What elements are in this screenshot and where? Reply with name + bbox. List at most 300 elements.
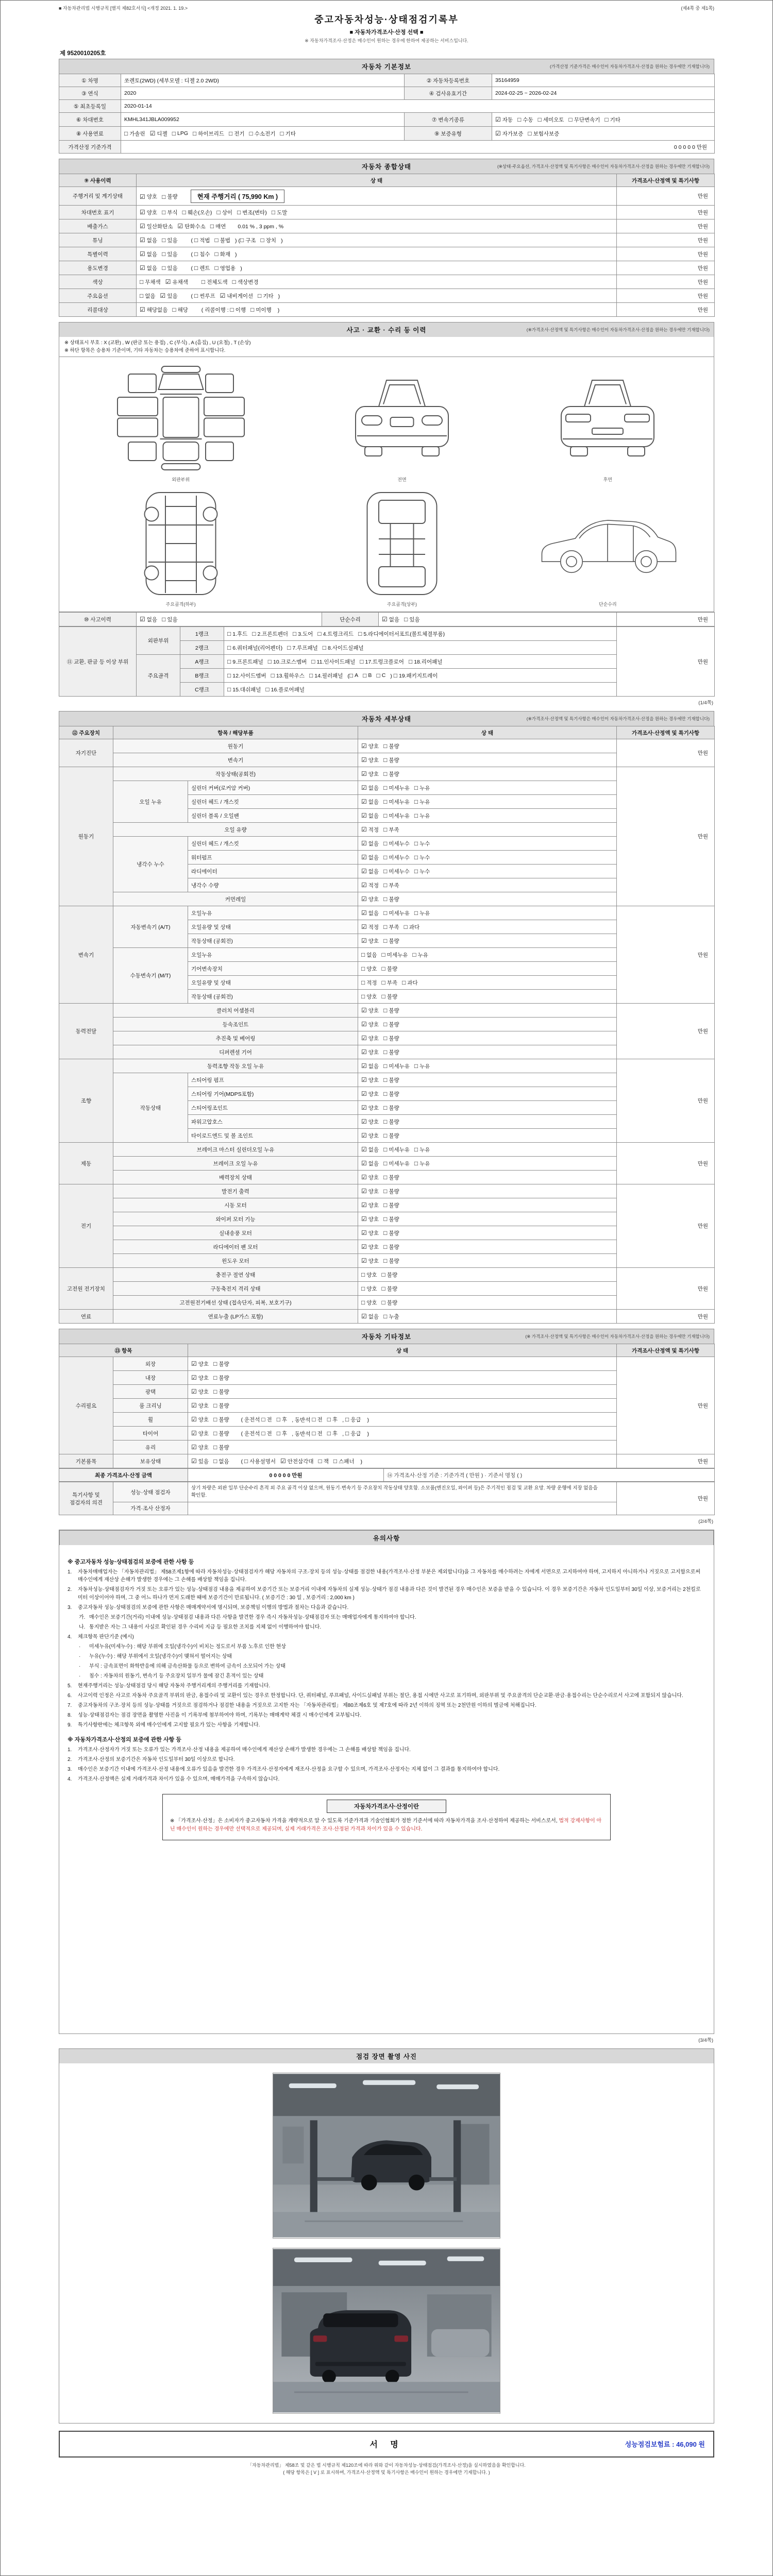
checkbox-양호[interactable] [361,756,379,764]
checkbox-불량[interactable] [382,965,398,973]
price-cell [617,219,715,233]
checkbox-양호[interactable] [361,1118,379,1126]
checkbox-불량[interactable] [213,1430,229,1437]
unchecked-box-icon: □ [276,1416,281,1423]
checkbox-도말[interactable] [272,209,288,216]
checked-box-icon: ☑ [177,223,183,230]
unchecked-box-icon: □ [311,658,315,666]
checkbox-양호[interactable] [191,1444,209,1451]
unchecked-box-icon: □ [383,1118,388,1126]
checkbox-불량[interactable] [162,193,178,200]
checkbox-부족[interactable] [383,923,399,931]
checkbox-8.사이드실패널[interactable] [323,644,364,652]
checkbox-수동[interactable] [517,116,533,124]
table-row [59,1427,715,1440]
checkbox-자가보증[interactable] [495,130,523,138]
checkbox-불량[interactable] [383,770,399,778]
checkbox-불량[interactable] [383,1188,399,1195]
checkbox-12.사이드멤버[interactable] [227,672,266,680]
checkbox-적정[interactable] [361,826,379,834]
checkbox-매연[interactable] [210,223,226,230]
checkbox-부식[interactable] [162,209,178,216]
checkbox-없음[interactable] [140,250,157,258]
checkbox-없음[interactable] [140,236,157,244]
checkbox-불량[interactable] [383,1021,399,1028]
item-label [188,865,358,878]
text: 작동상태 (공회전) [191,938,233,944]
checkbox-누수[interactable] [414,840,430,848]
column-header [59,1344,188,1357]
price-cell [617,613,715,626]
checkbox-11.인사이드패널[interactable] [311,658,355,666]
checkbox-미이행[interactable] [250,306,272,314]
checked-box-icon: ☑ [495,130,501,137]
page-note: (제4쪽 중 제1쪽) [681,6,714,11]
checkbox-3.도어[interactable] [293,630,313,638]
checkbox-양호[interactable] [361,1215,379,1223]
checkbox-적정[interactable] [361,923,379,931]
checkbox-누유[interactable] [414,909,430,917]
text: 원동기 [227,743,244,750]
checkbox-없음[interactable] [361,868,379,875]
fee-label: 성능점검보험료 : [625,2441,675,2449]
checkbox-안전삼각대[interactable] [280,1458,313,1465]
unchecked-box-icon: □ [194,250,198,258]
checked-box-icon: ☑ [361,1076,367,1084]
checkbox-무채색[interactable] [140,278,161,286]
checkbox-양호[interactable] [361,1090,379,1098]
checkbox-label: 전 [266,1416,272,1423]
checkbox-불량[interactable] [382,1285,398,1293]
checkbox-있음[interactable] [162,616,178,623]
checkbox-양호[interactable] [361,965,377,973]
checkbox-전[interactable] [261,1430,272,1437]
text: 고전원 전기장치 [67,1285,105,1292]
checkbox-양호[interactable] [361,1243,379,1251]
checkbox-양호[interactable] [361,1285,377,1293]
checkbox-불량[interactable] [213,1444,229,1451]
document-subtitle-note: ※ 자동차가격조사·산정은 매수인이 원하는 경우에 한하여 제공하는 서비스입니다. [305,38,468,43]
field-label [59,74,121,87]
checkbox-없음[interactable] [361,1313,379,1320]
checkbox-불량[interactable] [383,1035,399,1042]
checkbox-있음[interactable] [162,264,178,272]
checkbox-미세누유[interactable] [383,1062,410,1070]
text: 커먼레일 [225,896,246,903]
checkbox-없음[interactable] [361,854,379,861]
checkbox-상이[interactable] [216,209,232,216]
checkbox-세미오토[interactable] [538,116,564,124]
checkbox-수소전기[interactable] [249,130,276,138]
text: 만원 [697,1098,708,1105]
checkbox-변조(변타)[interactable] [237,209,267,216]
checkbox-19.패키지트레이[interactable] [394,672,438,680]
checkbox-미세누수[interactable] [383,868,410,875]
checkbox-후[interactable] [277,1416,287,1423]
checkbox-미세누유[interactable] [383,1146,410,1154]
checkbox-화재[interactable] [215,250,231,258]
checkbox-불량[interactable] [383,1104,399,1112]
checkbox-10.크로스멤버[interactable] [268,658,307,666]
checkbox-15.대쉬패널[interactable] [227,686,261,693]
checkbox-양호[interactable] [361,1299,377,1307]
checkbox-없음[interactable] [361,1062,379,1070]
text: 0 0 0 0 0 만원 [674,144,707,150]
unchecked-box-icon: □ [349,672,354,680]
checkbox-양호[interactable] [361,1201,379,1209]
checked-box-icon: ☑ [361,1243,367,1251]
checkbox-양호[interactable] [361,1048,379,1056]
checkbox-불량[interactable] [383,1243,399,1251]
checkbox-적법[interactable] [194,236,210,244]
checkbox-과다[interactable] [402,979,418,987]
field-label [180,655,224,669]
checkbox-불량[interactable] [213,1374,229,1382]
checkbox-없음[interactable] [361,798,379,806]
checkbox-양호[interactable] [361,1132,379,1140]
unchecked-box-icon: □ [213,1444,217,1451]
checkbox-label: 불량 [386,965,398,972]
checkbox-일산화탄소[interactable] [140,223,173,230]
checkbox-18.리어패널[interactable] [409,658,442,666]
text: 만원 [697,1160,708,1167]
checkbox-불량[interactable] [383,1048,399,1056]
checkbox-양호[interactable] [191,1416,209,1423]
checkbox-전[interactable] [261,1416,272,1423]
checkbox-누유[interactable] [414,798,430,806]
field-label [59,1268,113,1310]
checkbox-양호[interactable] [191,1374,209,1382]
checkbox-부족[interactable] [383,826,399,834]
checkbox-label: 12.사이드멤버 [232,672,266,679]
checkbox-14.필러패널[interactable] [309,672,343,680]
checkbox-불량[interactable] [383,756,399,764]
unchecked-box-icon: □ [363,672,367,680]
checkbox-스패너[interactable] [333,1458,355,1465]
checkbox-양호[interactable] [361,1104,379,1112]
price-cell [617,906,715,1004]
checkbox-불량[interactable] [383,1229,399,1237]
checkbox-기타[interactable] [280,130,296,138]
checkbox-label: 불량 [386,993,398,1000]
unchecked-box-icon: □ [230,306,234,313]
checkbox-없음[interactable] [361,1160,379,1167]
checkbox-불량[interactable] [383,895,399,903]
checkbox-있음[interactable] [191,1458,209,1465]
unchecked-box-icon: □ [383,868,388,875]
checkbox-불량[interactable] [383,1118,399,1126]
checkbox-불량[interactable] [383,1257,399,1265]
checkbox-label: 양호 [366,965,377,972]
checkbox-양호[interactable] [361,1257,379,1265]
checkbox-LPG[interactable] [172,130,188,137]
checkbox-양호[interactable] [361,937,379,945]
checkbox-없음[interactable] [213,1458,229,1465]
unchecked-box-icon: □ [414,840,418,848]
checkbox-양호[interactable] [361,895,379,903]
checkbox-내비게이션[interactable] [220,292,253,300]
checkbox-불량[interactable] [382,1271,398,1279]
checkbox-미세누유[interactable] [383,812,410,820]
unchecked-box-icon: □ [361,965,365,973]
checkbox-전[interactable] [312,1430,322,1437]
checkbox-양호[interactable] [361,1271,377,1279]
checkbox-불량[interactable] [213,1402,229,1410]
checkbox-영업용[interactable] [215,264,236,272]
checkbox-후[interactable] [327,1430,338,1437]
unchecked-box-icon: □ [172,130,176,137]
checkbox-2.프론트펜더[interactable] [252,630,288,638]
checkbox-B[interactable] [363,672,372,679]
checkbox-누수[interactable] [414,854,430,861]
text: 최종 가격조사·산정 금액 [95,1472,152,1479]
checkbox-불량[interactable] [382,1299,398,1307]
checkbox-없음[interactable] [361,840,379,848]
checkbox-미세누유[interactable] [383,1160,410,1167]
checkbox-색상변경[interactable] [232,278,259,286]
unchecked-box-icon: □ [383,1188,388,1195]
checkbox-없음[interactable] [140,264,157,272]
signature-box[interactable] [59,2431,714,2458]
checkbox-없음[interactable] [361,784,379,792]
footer-lines [59,2462,714,2477]
checkbox-16.플로어패널[interactable] [265,686,305,693]
checkbox-누유[interactable] [412,951,428,959]
checkbox-누유[interactable] [414,1062,430,1070]
section-header-detail [59,711,714,726]
field-value [358,962,617,976]
field-value [358,1240,617,1254]
checkbox-미세누유[interactable] [382,951,408,959]
checkbox-label: 양호 [198,1375,209,1381]
field-value [358,1045,617,1059]
checked-box-icon: ☑ [361,1146,367,1154]
checkbox-label: 19.패키지트레이 [398,672,438,679]
checkbox-불량[interactable] [383,937,399,945]
price-cell [617,627,715,697]
unchecked-box-icon: □ [361,1299,365,1307]
unchecked-box-icon: □ [237,209,241,216]
checkbox-양호[interactable] [361,742,379,750]
section-header-accident [59,322,714,337]
checkbox-이행[interactable] [230,306,246,314]
checkbox-누유[interactable] [414,1146,430,1154]
checkbox-양호[interactable] [361,993,377,1001]
checkbox-양호[interactable] [191,1360,209,1368]
checkbox-적정[interactable] [361,882,379,889]
checkbox-디젤[interactable] [150,130,167,138]
text: 주요옵션 [87,293,108,299]
checkbox-불량[interactable] [383,1090,399,1098]
checkbox-기타[interactable] [604,116,620,124]
table-row [59,1296,715,1310]
field-label [180,627,224,641]
checkbox-label: 없음 [368,1146,379,1153]
checkbox-미세누수[interactable] [383,840,410,848]
checkbox-label: 양호 [368,1118,379,1125]
checkbox-label: 양호 [366,1285,377,1292]
unchecked-box-icon: □ [194,292,198,299]
checkbox-후[interactable] [327,1416,338,1423]
checkbox-17.트렁크플로어[interactable] [360,658,404,666]
checkbox-응급[interactable] [345,1430,361,1437]
checkbox-해당[interactable] [172,306,188,314]
text: 35164959 [495,77,519,83]
checkbox-7.루프패널[interactable] [287,644,318,652]
checkbox-누수[interactable] [414,868,430,875]
checkbox-양호[interactable] [361,1035,379,1042]
text: 성능·상태 점검자 [130,1489,171,1496]
unchecked-box-icon: □ [361,1285,365,1293]
checkbox-후[interactable] [277,1430,287,1437]
checkbox-불량[interactable] [383,1132,399,1140]
checkbox-누유[interactable] [414,784,430,792]
checkbox-불법[interactable] [215,236,231,244]
checkbox-불량[interactable] [383,1201,399,1209]
inspection-insurance-fee [625,2439,705,2449]
unchecked-box-icon: □ [280,130,284,137]
checkbox-썬루프[interactable] [194,292,215,300]
checkbox-전기[interactable] [229,130,245,138]
checkbox-하이브리드[interactable] [193,130,224,138]
checkbox-1.후드[interactable] [227,630,247,638]
checkbox-양호[interactable] [191,1402,209,1410]
checkbox-응급[interactable] [345,1416,361,1423]
other-info-table-container [59,1344,714,1468]
checkbox-없음[interactable] [361,1146,379,1154]
checked-box-icon: ☑ [361,826,367,834]
checkbox-양호[interactable] [361,1229,379,1237]
unchecked-box-icon: □ [227,658,231,666]
field-value [121,74,405,87]
overall-condition-table [59,174,715,317]
checkbox-누출[interactable] [383,1313,399,1320]
checkbox-가솔린[interactable] [124,130,145,138]
checkbox-미세누유[interactable] [383,798,410,806]
checkbox-label: 미세누수 [389,840,410,847]
checkbox-미세누유[interactable] [383,784,410,792]
checkbox-적정[interactable] [361,979,377,987]
checkbox-훼손(오손)[interactable] [182,209,212,216]
checkbox-유채색[interactable] [165,278,188,286]
checkbox-불량[interactable] [383,1174,399,1181]
checkbox-장치[interactable] [261,236,277,244]
checkbox-있음[interactable] [160,292,178,300]
checkbox-없음[interactable] [382,616,399,623]
checkbox-누유[interactable] [414,1160,430,1167]
notice-item-text: 부식 : 금속표면이 화학반응에 의해 금속산화물 등으로 변하여 금속이 소모되어 가는 상태 [89,1663,286,1669]
checkbox-렌트[interactable] [194,264,210,272]
checkbox-label: 누출 [389,1313,399,1320]
checked-box-icon: ☑ [191,1430,197,1437]
checkbox-탄화수소[interactable] [177,223,205,230]
checkbox-자동[interactable] [495,116,513,124]
checkbox-양호[interactable] [140,193,157,200]
checkbox-불량[interactable] [383,1215,399,1223]
checkbox-없음[interactable] [361,951,377,959]
checkbox-사용설명서[interactable] [244,1458,276,1465]
checkbox-양호[interactable] [361,1174,379,1181]
checkbox-label: 적정 [368,826,379,833]
item-label [188,962,358,976]
checkbox-label: 있음 [409,616,420,623]
checkbox-양호[interactable] [361,1076,379,1084]
checkbox-불량[interactable] [383,1007,399,1014]
checkbox-기타[interactable] [258,292,274,300]
checkbox-C[interactable] [376,672,385,679]
checkbox-무단변속기[interactable] [568,116,600,124]
checkbox-label: 불량 [389,1091,399,1097]
checkbox-9.프론트패널[interactable] [227,658,263,666]
checkbox-label: 불량 [389,1132,399,1139]
checkbox-해당없음[interactable] [140,306,167,314]
checkbox-미세누수[interactable] [383,854,410,861]
checkbox-label: 스패너 [339,1458,355,1465]
checked-box-icon: ☑ [361,812,367,820]
field-value [188,1413,617,1427]
checkbox-A[interactable] [349,672,358,679]
checkbox-없음[interactable] [361,909,379,917]
checkbox-누유[interactable] [414,812,430,820]
checkbox-6.쿼터패널(리어펜더)[interactable] [227,644,282,652]
checkbox-양호[interactable] [191,1388,209,1396]
checkbox-4.트렁크리드[interactable] [317,630,354,638]
checkbox-잭[interactable] [318,1458,329,1465]
checkbox-양호[interactable] [361,770,379,778]
checkbox-침수[interactable] [194,250,210,258]
checkbox-구조[interactable] [240,236,256,244]
checkbox-label: 부족 [386,979,398,986]
checkbox-있음[interactable] [162,250,178,258]
checkbox-불량[interactable] [383,742,399,750]
checkbox-전[interactable] [312,1416,322,1423]
checkbox-없음[interactable] [361,812,379,820]
checkbox-label: 부족 [389,882,399,889]
checkbox-불량[interactable] [383,1076,399,1084]
checkbox-없음[interactable] [140,616,157,623]
checkbox-5.라디에이터서포트(볼트체결부품)[interactable] [358,630,445,638]
checkbox-label: 누유 [419,1146,430,1153]
checkbox-label: 불량 [219,1430,229,1437]
checkbox-불량[interactable] [213,1388,229,1396]
text: ⑪ 교환, 판금 등 이상 부위 [66,658,129,665]
checkbox-있음[interactable] [404,616,420,623]
checkbox-불량[interactable] [213,1360,229,1368]
checkbox-양호[interactable] [361,1007,379,1014]
checkbox-미세누유[interactable] [383,909,410,917]
checkbox-13.휠하우스[interactable] [271,672,305,680]
checkbox-보험사보증[interactable] [528,130,559,138]
text: 특별이력 [87,251,108,258]
checkbox-있음[interactable] [162,236,178,244]
checkbox-부족[interactable] [383,882,399,889]
checkbox-불량[interactable] [213,1416,229,1423]
checkbox-없음[interactable] [140,292,156,300]
checkbox-부족[interactable] [382,979,398,987]
checkbox-label: 무단변속기 [574,116,600,123]
checked-box-icon: ☑ [191,1388,197,1396]
checked-box-icon: ☑ [160,292,166,299]
checkbox-불량[interactable] [382,993,398,1001]
checkbox-양호[interactable] [361,1188,379,1195]
checkbox-전체도색[interactable] [201,278,228,286]
checkbox-과다[interactable] [404,923,420,931]
checkbox-양호[interactable] [361,1021,379,1028]
text: ① 차명 [81,77,98,84]
checkbox-양호[interactable] [140,209,157,216]
section-signature [59,2431,714,2477]
checkbox-양호[interactable] [191,1430,209,1437]
